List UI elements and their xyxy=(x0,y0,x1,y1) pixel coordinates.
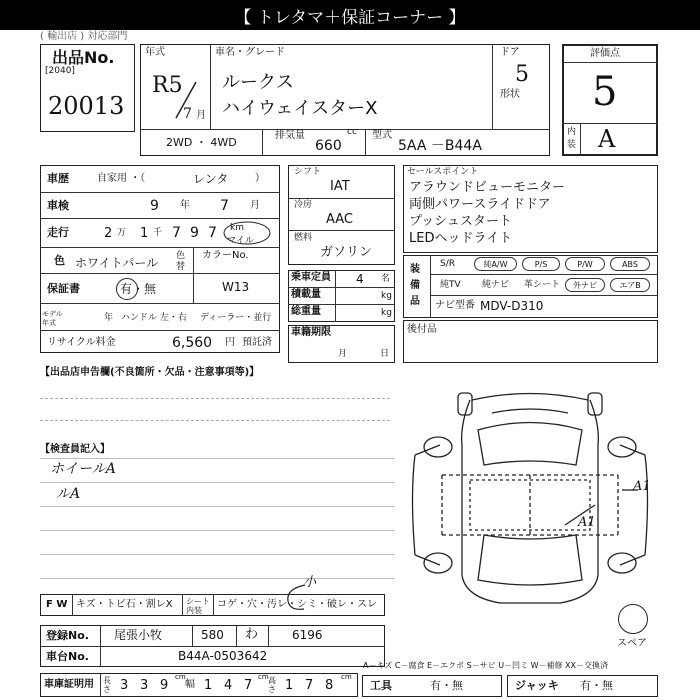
equipment-label: 装備品 xyxy=(410,264,420,307)
inspection-year: 9 xyxy=(150,198,159,214)
history-label: 車歴 xyxy=(47,172,69,185)
selling-points-label: セールスポイント xyxy=(407,167,479,177)
history-options: 自家用 ・（ xyxy=(97,173,146,184)
mileage-u2: 千 xyxy=(153,228,163,238)
aftermarket-label: 後付品 xyxy=(407,324,437,335)
dims-height-unit: cm xyxy=(341,673,352,681)
tools-value: 有・無 xyxy=(430,679,463,692)
selling-point-3: プッシュスタート xyxy=(409,214,512,229)
jack-value: 有・無 xyxy=(580,679,613,692)
equip-sr: S/R xyxy=(440,259,455,269)
spare-label: スペア xyxy=(617,638,647,649)
type-value: 5AA －B44A xyxy=(398,138,482,154)
mileage-u1: 万 xyxy=(117,228,127,238)
displacement-label: 排気量 xyxy=(275,130,305,141)
mileage-d4: 9 xyxy=(190,225,199,241)
reg-expiry-day-unit: 日 xyxy=(380,349,390,359)
dims-length-unit: cm xyxy=(175,673,186,681)
inspection-month: 7 xyxy=(220,198,229,214)
equip-leather: 革シート xyxy=(524,280,561,290)
damage-legend: A－キズ C－腐食 E－エクボ S－サビ U－凹ミ W－補修 XX－交換済 xyxy=(363,661,609,670)
lot-label: 出品No. xyxy=(52,48,115,67)
history-value: レンタ xyxy=(193,172,229,186)
mileage-label: 走行 xyxy=(47,226,69,239)
model-year-unit: 年 xyxy=(104,313,114,323)
shift-value: IAT xyxy=(330,179,350,194)
dims-width-3: 7 xyxy=(244,678,253,693)
year-month: 7 xyxy=(183,106,192,122)
displacement-value: 660 xyxy=(315,138,342,154)
lot-number: 20013 xyxy=(48,92,125,120)
mileage-unit-circle-icon xyxy=(222,220,280,248)
color-no-label: カラーNo. xyxy=(202,250,249,261)
header-cut-text: ( 輸出店 ) 対応部門 xyxy=(40,31,128,42)
lot-small: [2040] xyxy=(45,66,75,76)
mileage-d3: 7 xyxy=(172,225,181,241)
dims-length-3: 9 xyxy=(160,678,169,693)
model-label: 車名・グレード xyxy=(215,47,285,58)
load-unit: kg xyxy=(381,291,392,301)
chassis-value: B44A-0503642 xyxy=(178,649,268,663)
color-change-label: 色替 xyxy=(176,251,186,272)
year-month-unit: 月 xyxy=(196,110,206,121)
interior-grade: A xyxy=(598,125,616,153)
fuel-value: ガソリン xyxy=(320,245,373,260)
warranty-selected-circle-icon xyxy=(116,278,138,300)
reg-expiry-month-unit: 月 xyxy=(338,349,348,359)
registration-place: 尾張小牧 xyxy=(114,628,163,642)
selling-point-4: LEDヘッドライト xyxy=(409,231,513,246)
drive-text: 2WD ・ 4WD xyxy=(166,136,237,149)
model-name: ルークス xyxy=(222,72,294,93)
seat-items: コゲ・穴・汚レ・シミ・破レ・スレ xyxy=(217,599,377,610)
jack-label: ジャッキ xyxy=(515,679,559,692)
nav-model-value: MDV-D310 xyxy=(480,299,544,313)
ac-value: AAC xyxy=(326,212,353,227)
spare-tire-icon xyxy=(618,604,648,634)
equip-power-steering: P/S xyxy=(522,257,560,271)
fw-label: F W xyxy=(46,599,68,610)
doors-label: ドア xyxy=(500,47,520,58)
inspection-year-unit: 年 xyxy=(180,200,190,211)
equip-abs: ABS xyxy=(610,257,650,271)
displacement-unit: cc xyxy=(347,127,357,137)
inspector-label: 【検査員記入】 xyxy=(40,444,110,455)
color-label: 色 xyxy=(54,254,65,267)
mileage-unit-mile: マイル xyxy=(227,236,254,246)
reg-expiry-label: 車籍期限 xyxy=(291,327,331,338)
dims-height-label: 高さ xyxy=(268,676,276,694)
tools-label: 工具 xyxy=(370,679,392,692)
year-label: 年式 xyxy=(145,47,165,58)
dims-height-2: 7 xyxy=(305,678,314,693)
recycle-value: 6,560 xyxy=(172,335,213,351)
interior-label: 内装 xyxy=(567,127,577,150)
inspector-note-1: ホイールA xyxy=(50,461,116,477)
fw-handwritten-note: 小 xyxy=(303,575,317,590)
aftermarket-box xyxy=(403,320,658,363)
equip-alloy-wheel: 純A/W xyxy=(474,257,517,271)
dims-width-1: 1 xyxy=(204,678,213,693)
gross-label: 総重量 xyxy=(291,306,321,317)
type-label: 型式 xyxy=(372,130,392,141)
dims-label: 車庫証明用 xyxy=(44,679,94,690)
equip-power-window: P/W xyxy=(565,257,605,271)
stain-circle-icon xyxy=(280,583,315,613)
registration-kana: わ xyxy=(245,627,259,642)
color-value: ホワイトパール xyxy=(75,256,159,270)
model-year-label: モデル年式 xyxy=(42,310,63,327)
dims-length-1: 3 xyxy=(120,678,129,693)
warranty-value: 有・無 xyxy=(120,282,157,296)
dims-width-unit: cm xyxy=(258,673,269,681)
capacity-value: 4 xyxy=(356,272,364,286)
dims-height-3: 8 xyxy=(325,678,334,693)
color-no-value: W13 xyxy=(222,280,250,294)
shape-label: 形状 xyxy=(500,89,520,100)
capacity-unit: 名 xyxy=(381,274,391,284)
rating-score: 5 xyxy=(592,69,618,115)
registration-label: 登録No. xyxy=(46,629,89,642)
rating-label: 評価点 xyxy=(590,48,620,59)
shift-label: シフト xyxy=(294,167,322,177)
fuel-label: 燃料 xyxy=(294,233,313,243)
dims-length-2: 3 xyxy=(140,678,149,693)
recycle-label: リサイクル料金 xyxy=(47,337,116,348)
registration-number: 6196 xyxy=(292,628,323,642)
capacity-label: 乗車定員 xyxy=(291,272,331,283)
model-grade: ハイウェイスターX xyxy=(222,98,378,119)
dims-width-label: 幅 xyxy=(185,679,195,690)
diagram-mark-center: A1 xyxy=(578,515,596,530)
inspection-month-unit: 月 xyxy=(250,200,260,211)
banner-title: 【 トレタマ＋保証コーナー 】 xyxy=(0,0,700,30)
year-era: R5 xyxy=(152,73,183,98)
warranty-label: 保証書 xyxy=(47,282,80,295)
chassis-label: 車台No. xyxy=(46,650,89,663)
load-label: 積載量 xyxy=(291,289,321,300)
inspector-note-2: ルA xyxy=(56,486,81,502)
equip-tv: 純TV xyxy=(440,280,461,290)
equip-airbag: エアB xyxy=(610,278,650,292)
recycle-note: 預託済 xyxy=(242,337,272,348)
mileage-unit-km: km xyxy=(230,223,244,233)
seller-notes-label: 【出品店申告欄(不良箇所・欠品・注意事項等)】 xyxy=(40,367,260,378)
gross-unit: kg xyxy=(381,308,392,318)
ac-label: 冷房 xyxy=(294,200,313,210)
history-close: ） xyxy=(255,173,265,184)
dealer-label: ディーラー・並行 xyxy=(200,313,272,323)
mileage-d2: 1 xyxy=(140,226,149,241)
selling-point-2: 両側パワースライドドア xyxy=(409,197,551,212)
diagram-mark-right: A1 xyxy=(633,479,651,494)
equip-nav: 純ナビ xyxy=(482,280,510,290)
equip-aftermarket-nav: 外ナビ xyxy=(565,278,605,292)
selling-point-1: アラウンドビューモニター xyxy=(409,180,566,195)
seat-label: シート内装 xyxy=(186,597,210,615)
recycle-unit: 円 xyxy=(225,337,235,348)
car-diagram xyxy=(400,385,660,610)
inspection-label: 車検 xyxy=(47,199,69,212)
dims-width-2: 4 xyxy=(224,678,233,693)
nav-model-label: ナビ型番 xyxy=(435,300,475,311)
dims-height-1: 1 xyxy=(285,678,294,693)
doors-value: 5 xyxy=(515,62,529,87)
fw-items: キズ・トビ石・割レX xyxy=(76,599,173,610)
dims-length-label: 長さ xyxy=(103,676,111,694)
mileage-d5: 7 xyxy=(208,225,217,241)
mileage-d1: 2 xyxy=(104,226,113,241)
handle-label: ハンドル 左・右 xyxy=(121,313,187,323)
registration-class: 580 xyxy=(201,628,224,642)
